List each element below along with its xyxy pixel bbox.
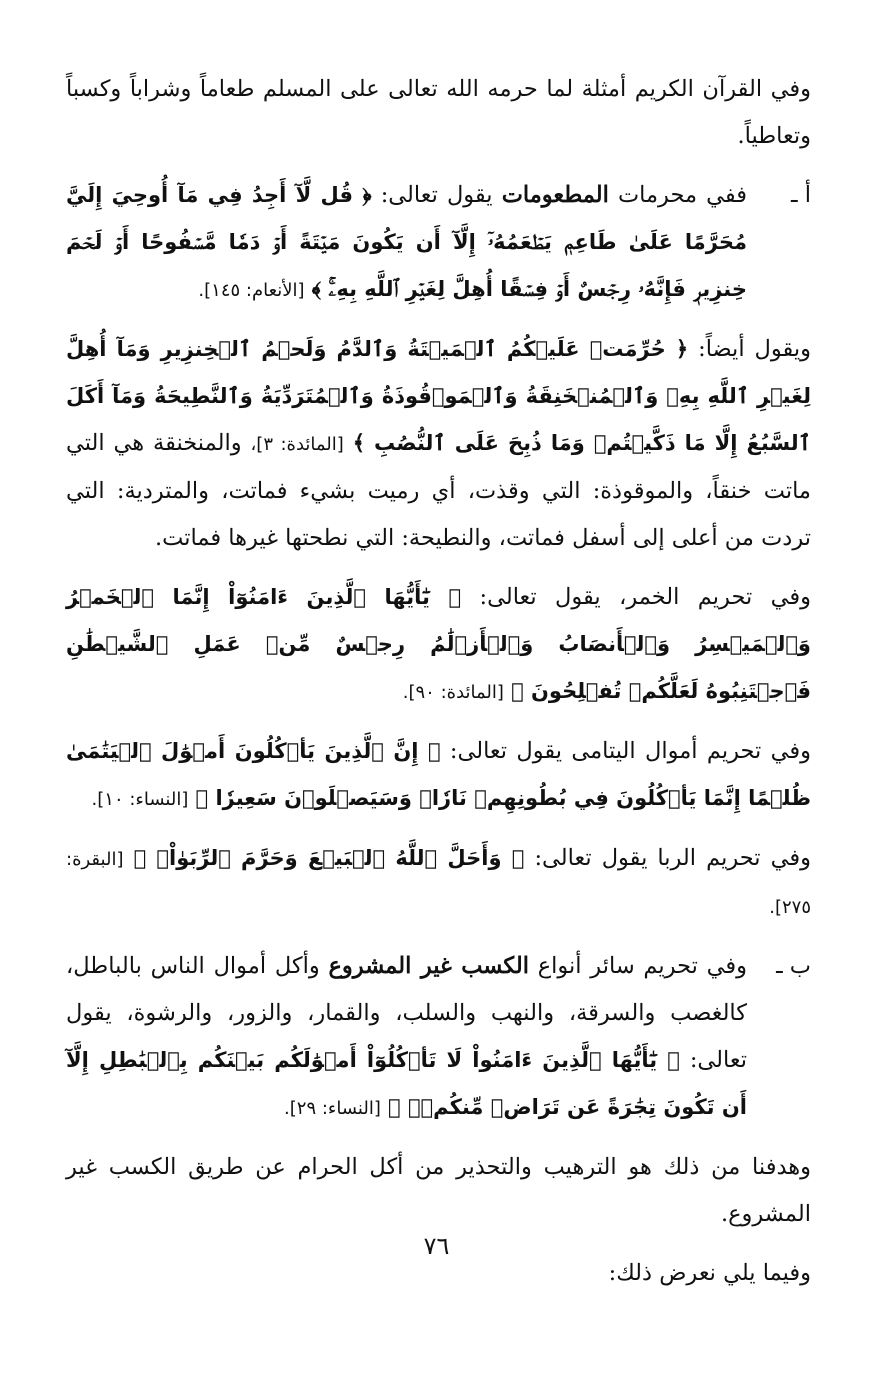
paragraph-4-lead: وفي تحريم أموال اليتامى يقول تعالى:: [449, 738, 811, 764]
page-number: ٧٦: [423, 1232, 450, 1260]
section-b-lead: وفي تحريم سائر أنواع: [537, 953, 748, 979]
section-b-label: ب ـ: [776, 953, 811, 979]
section-b-quran-verse: ﴿ يَٰٓأَيُّهَا ٱلَّذِينَ ءَامَنُواْ لَا تَأۡكُلُوٓاْ أَمۡوَٰلَكُم بَيۡنَكُم بِٱلۡبَٰطِلِ إِلَّآ أَن تَكُونَ تِجَٰرَةً عَن تَرَاضٖ مِّنكُمۡۚ ﴾: [66, 1048, 747, 1119]
paragraph-2-explanation: والمنخنقة هي التي ماتت خنقاً، والموقوذة: التي وقذت، أي رميت بشيء فماتت، والمتردية: التي تردت من أعلى إلى أسفل فماتت، والنطيحة: التي نطحتها غيرها فماتت.: [66, 430, 811, 551]
section-a-label: أ ـ: [791, 182, 811, 208]
paragraph-5-quran-verse: ﴿ وَأَحَلَّ ٱللَّهُ ٱلۡبَيۡعَ وَحَرَّمَ ٱلرِّبَوٰاْۚ ﴾: [133, 846, 525, 870]
paragraph-5-lead: وفي تحريم الربا يقول تعالى:: [534, 845, 812, 871]
section-b-lead-bold: الكسب غير المشروع: [328, 953, 529, 979]
paragraph-5: [66, 835, 811, 931]
paragraph-2: [66, 326, 811, 562]
section-a-reference: [الأنعام: ١٤٥].: [198, 280, 305, 301]
section-a: [66, 172, 811, 314]
paragraph-4-reference: [النساء: ١٠].: [91, 789, 189, 810]
paragraph-5-reference: [البقرة: ٢٧٥].: [66, 849, 811, 918]
section-b-reference: [النساء: ٢٩].: [284, 1098, 381, 1119]
section-a-lead-after: يقول تعالى:: [380, 182, 493, 208]
paragraph-3-reference: [المائدة: ٩٠].: [402, 682, 504, 703]
paragraph-2-reference: [المائدة: ٣]،: [250, 434, 344, 455]
paragraph-4-quran-verse: ﴿ إِنَّ ٱلَّذِينَ يَأۡكُلُونَ أَمۡوَٰلَ ٱلۡيَتَٰمَىٰ ظُلۡمًا إِنَّمَا يَأۡكُلُونَ فِي بُطُونِهِمۡ نَارٗاۖ وَسَيَصۡلَوۡنَ سَعِيرٗا ﴾: [66, 739, 811, 810]
section-a-lead-bold: المطعومات: [501, 182, 609, 208]
section-a-quran-verse: ﴿ قُل لَّآ أَجِدُ فِي مَآ أُوحِيَ إِلَيَّ مُحَرَّمًا عَلَىٰ طَاعِمٖ يَطۡعَمُهُۥٓ إِلَّآ أَن يَكُونَ مَيۡتَةً أَوۡ دَمٗا مَّسۡفُوحًا أَوۡ لَحۡمَ خِنزِيرٖ فَإِنَّهُۥ رِجۡسٌ أَوۡ فِسۡقًا أُهِلَّ لِغَيۡرِ ٱللَّهِ بِهِۦۚ ﴾: [66, 183, 747, 301]
paragraph-3-quran-verse: ﴿ يَٰٓأَيُّهَا ٱلَّذِينَ ءَامَنُوٓاْ إِنَّمَا ٱلۡخَمۡرُ وَٱلۡمَيۡسِرُ وَٱلۡأَنصَابُ وَٱلۡأَزۡلَٰمُ رِجۡسٌ مِّنۡ عَمَلِ ٱلشَّيۡطَٰنِ فَٱجۡتَنِبُوهُ لَعَلَّكُمۡ تُفۡلِحُونَ ﴾: [66, 585, 811, 703]
paragraph-2-lead: ويقول أيضاً:: [698, 336, 811, 362]
section-b: [66, 943, 811, 1132]
section-a-lead: ففي محرمات: [617, 182, 748, 208]
paragraph-7: وفيما يلي نعرض ذلك:: [608, 1260, 811, 1286]
section-b-lead-after: وأكل أموال الناس بالباطل، كالغصب والسرقة، والنهب والسلب، والقمار، والزور، والرشوة، يقول تعالى:: [66, 953, 747, 1073]
intro-paragraph: وفي القرآن الكريم أمثلة لما حرمه الله تعالى على المسلم طعاماً وشراباً وكسباً وتعاطياً.: [66, 76, 811, 149]
paragraph-2-quran-verse: ﴿ حُرِّمَتۡ عَلَيۡكُمُ ٱلۡمَيۡتَةُ وَٱلدَّمُ وَلَحۡمُ ٱلۡخِنزِيرِ وَمَآ أُهِلَّ لِغَيۡرِ ٱللَّهِ بِهِۦ وَٱلۡمُنۡخَنِقَةُ وَٱلۡمَوۡقُوذَةُ وَٱلۡمُتَرَدِّيَةُ وَٱلنَّطِيحَةُ وَمَآ أَكَلَ ٱلسَّبُعُ إِلَّا مَا ذَكَّيۡتُمۡ وَمَا ذُبِحَ عَلَى ٱلنُّصُبِ ﴾: [66, 337, 811, 455]
paragraph-4: [66, 728, 811, 823]
section-b-body: [66, 943, 747, 1132]
paragraph-3-lead: وفي تحريم الخمر، يقول تعالى:: [479, 584, 811, 610]
section-a-body: [66, 172, 747, 314]
paragraph-6: وهدفنا من ذلك هو الترهيب والتحذير من أكل الحرام عن طريق الكسب غير المشروع.: [66, 1154, 811, 1227]
paragraph-3: [66, 574, 811, 716]
